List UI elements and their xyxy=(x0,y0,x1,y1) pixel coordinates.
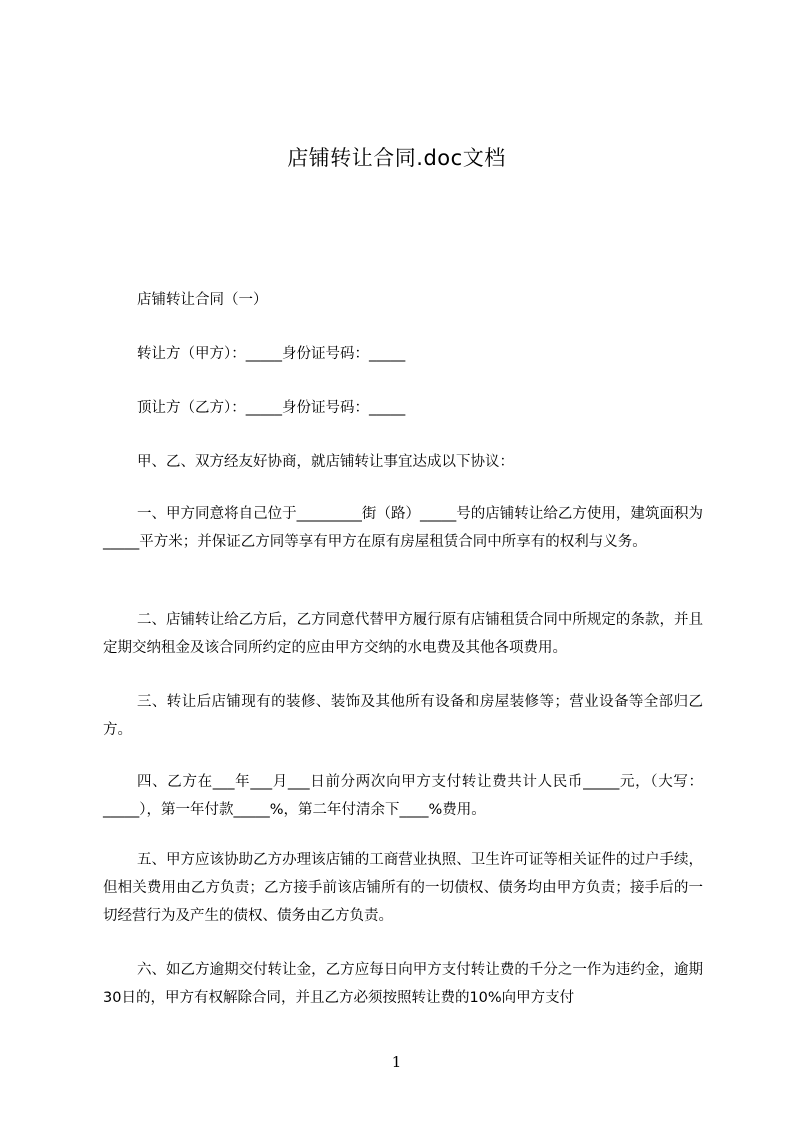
document-title: 店铺转让合同.doc文档 xyxy=(287,146,506,170)
clause-3: 三、转让后店铺现有的装修、装饰及其他所有设备和房屋装修等；营业设备等全部归乙方。 xyxy=(103,694,703,738)
clause-4: 四、乙方在___年___月___日前分两次向甲方支付转让费共计人民币_____元，（大写：_____），第一年付款_____%，第二年付清余下____%费用。 xyxy=(103,774,703,818)
clause-2: 二、店铺转让给乙方后，乙方同意代替甲方履行原有店铺租赁合同中所规定的条款，并且定期交纳租金及该合同所约定的应由甲方交纳的水电费及其他各项费用。 xyxy=(103,612,703,656)
contract-heading: 店铺转让合同（一） xyxy=(137,292,268,308)
transferor-line: 转让方（甲方）：_____身份证号码：_____ xyxy=(137,346,406,362)
page-number: 1 xyxy=(391,1053,402,1071)
clause-6: 六、如乙方逾期交付转让金，乙方应每日向甲方支付转让费的千分之一作为违约金，逾期30日的，甲方有权解除合同，并且乙方必须按照转让费的10%向甲方支付 xyxy=(103,962,703,1006)
intro-line: 甲、乙、双方经友好协商，就店铺转让事宜达成以下协议： xyxy=(137,454,514,470)
clause-1: 一、甲方同意将自己位于_________街（路）_____号的店铺转让给乙方使用，建筑面积为_____平方米；并保证乙方同等享有甲方在原有房屋租赁合同中所享有的权利与义务。 xyxy=(103,506,703,550)
transferee-line: 顶让方（乙方）：_____身份证号码：_____ xyxy=(137,400,406,416)
clause-5: 五、甲方应该协助乙方办理该店铺的工商营业执照、卫生许可证等相关证件的过户手续，但相关费用由乙方负责；乙方接手前该店铺所有的一切债权、债务均由甲方负责；接手后的一切经营行为及产生的债权、债务由乙方负责。 xyxy=(103,852,703,924)
